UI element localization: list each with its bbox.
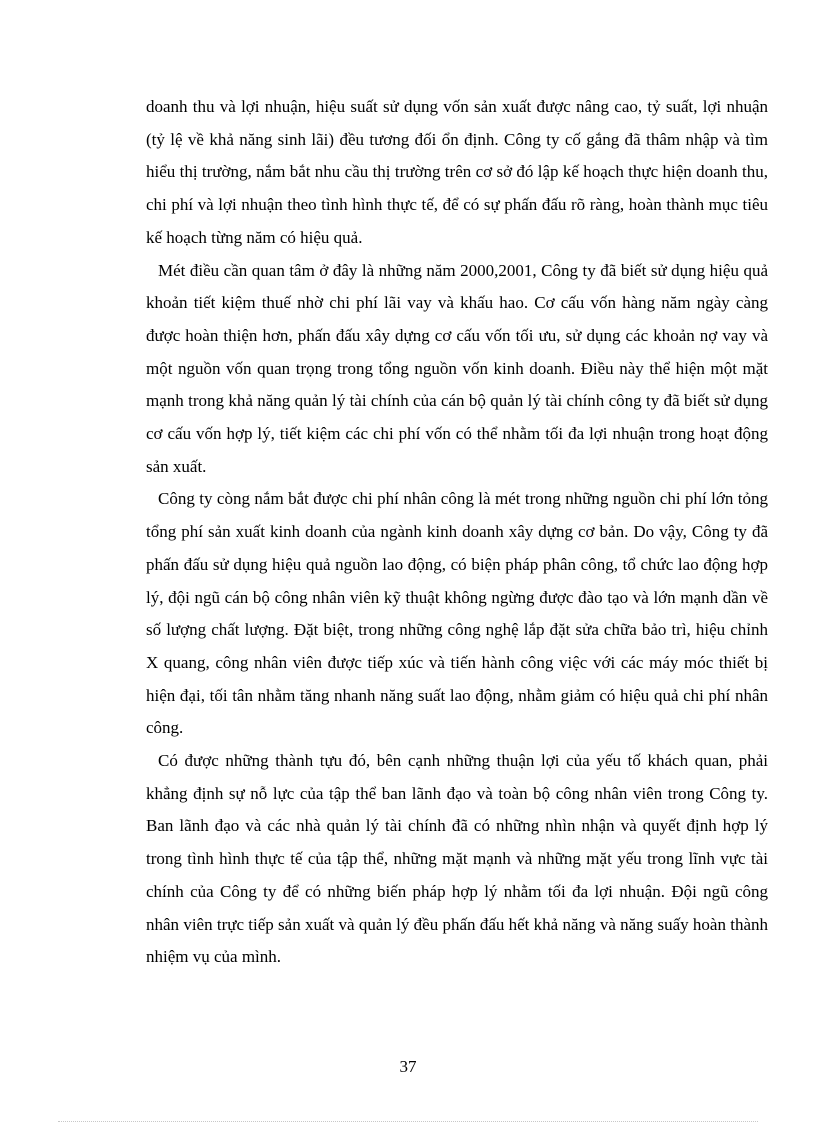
paragraph-4: Có được những thành tựu đó, bên cạnh những thuận lợi của yếu tố khách quan, phải khẳng định sự nỗ lực của tập thể ban lãnh đạo và toàn bộ công nhân viên trong Công ty. Ban lãnh đạo và các nhà quản lý tài chính đã có những nhìn nhận và quyết định hợp lý trong tình hình thực tế của tập thể, những mặt mạnh và những mặt yếu trong lĩnh vực tài chính của Công ty để có những biến pháp hợp lý nhằm tối đa lợi nhuận. Đội ngũ công nhân viên trực tiếp sản xuất và quản lý đều phấn đấu hết khả năng và năng suấy hoàn thành nhiệm vụ của mình. xyxy=(146,751,768,967)
body-text xyxy=(146,91,768,974)
paragraph-3: Công ty còng nắm bắt được chi phí nhân công là mét trong những nguồn chi phí lớn tỏng tổng phí sản xuất kinh doanh của ngành kinh doanh xây dựng cơ bản. Do vậy, Công ty đã phấn đấu sử dụng hiệu quả nguồn lao động, có biện pháp phân công, tổ chức lao động hợp lý, đội ngũ cán bộ công nhân viên kỹ thuật không ngừng được đào tạo và lớn mạnh dần về số lượng chất lượng. Đặt biệt, trong những công nghệ lắp đặt sửa chữa bảo trì, hiệu chỉnh X quang, công nhân viên được tiếp xúc và tiến hành công việc với các máy móc thiết bị hiện đại, tối tân nhằm tăng nhanh năng suất lao động, nhằm giảm có hiệu quả chi phí nhân công. xyxy=(146,489,768,738)
page-number: 37 xyxy=(399,1057,417,1076)
paragraph-2: Mét điều cần quan tâm ở đây là những năm 2000,2001, Công ty đã biết sử dụng hiệu quả khoản tiết kiệm thuế nhờ chi phí lãi vay và khấu hao. Cơ cấu vốn hàng năm ngày càng được hoàn thiện hơn, phấn đấu xây dựng cơ cấu vốn tối ưu, sử dụng các khoản nợ vay và một nguồn vốn quan trọng trong tổng nguồn vốn kinh doanh. Điều này thể hiện một mặt mạnh trong khả năng quản lý tài chính của cán bộ quản lý tài chính công ty đã biết sử dụng cơ cấu vốn hợp lý, tiết kiệm các chi phí vốn có thể nhằm tối đa lợi nhuận trong hoạt động sản xuất. xyxy=(146,260,768,476)
paragraph-1: doanh thu và lợi nhuận, hiệu suất sử dụng vốn sản xuất được nâng cao, tỷ suất, lợi nhuận (tỷ lệ về khả năng sinh lãi) đều tương đối ổn định. Công ty cố gắng đã thâm nhập và tìm hiểu thị trường, nắm bắt nhu cầu thị trường trên cơ sở đó lập kế hoạch thực hiện doanh thu, chi phí và lợi nhuận theo tình hình thực tế, để có sự phấn đấu rõ ràng, hoàn thành mục tiêu kế hoạch từng năm có hiệu quả. xyxy=(146,97,768,247)
bottom-divider xyxy=(58,1121,758,1122)
